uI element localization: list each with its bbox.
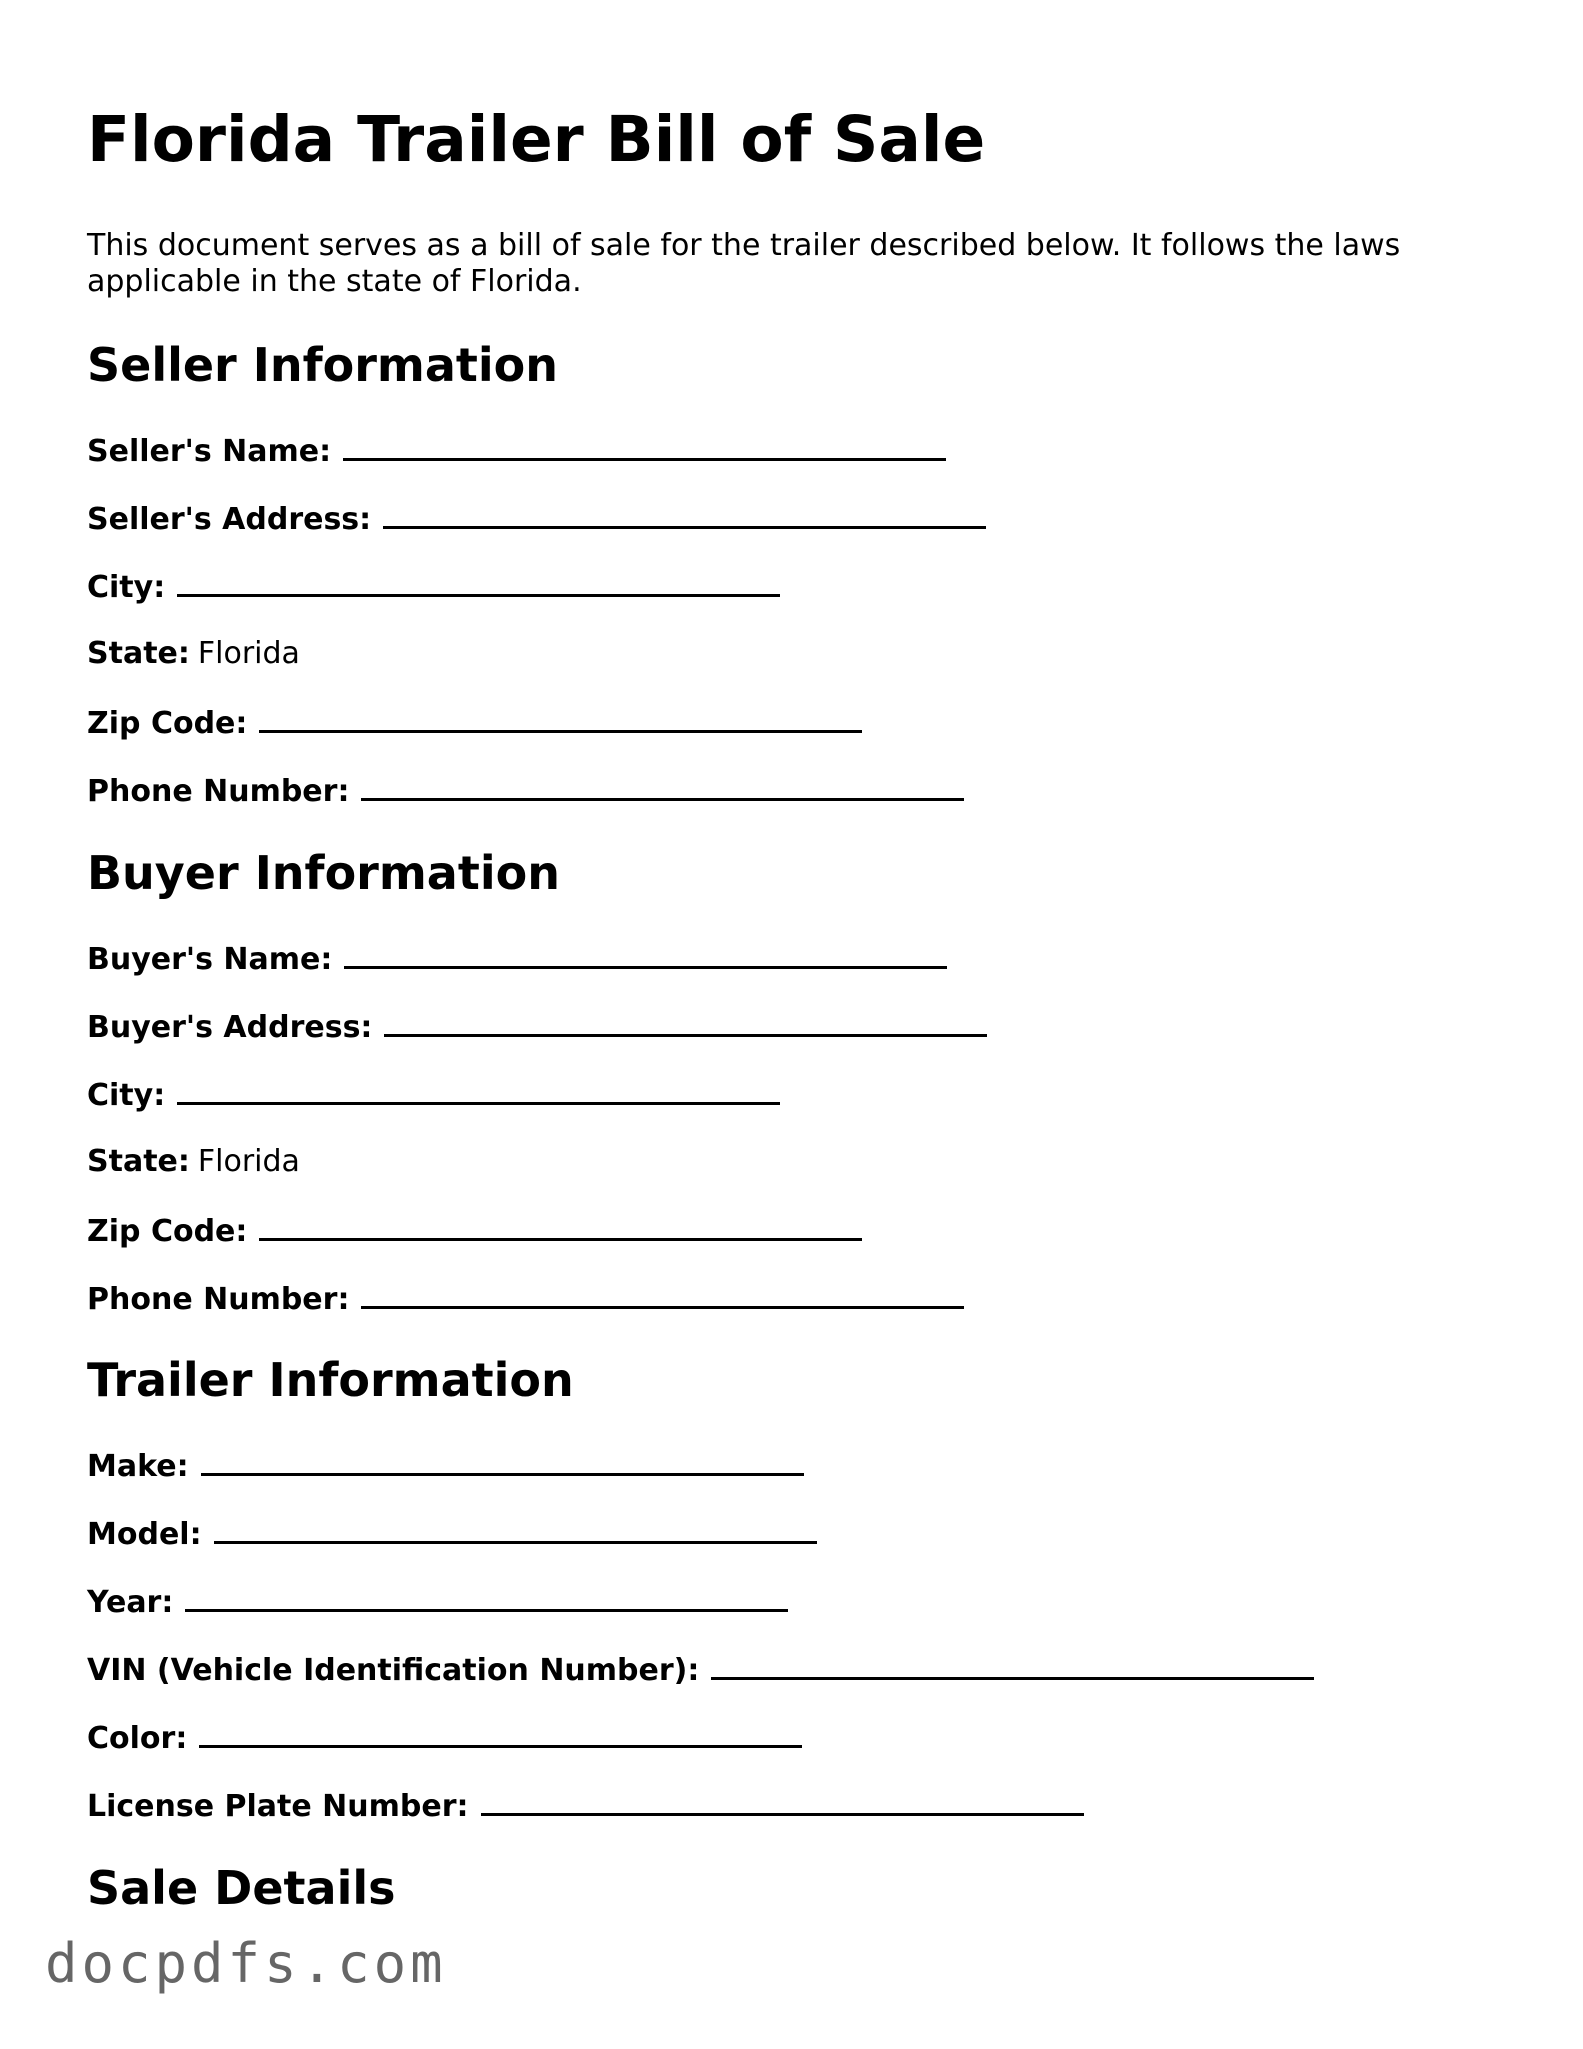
seller-section-heading: Seller Information [87, 338, 559, 392]
seller-phone-field [87, 772, 964, 810]
seller-phone-blank[interactable] [361, 772, 964, 801]
seller-zip-blank[interactable] [259, 704, 862, 733]
seller-city-blank[interactable] [177, 568, 780, 597]
trailer-color-blank[interactable] [199, 1719, 802, 1748]
seller-name-label: Seller's Name: [87, 434, 332, 469]
trailer-year-blank[interactable] [185, 1583, 788, 1612]
seller-name-field [87, 432, 946, 470]
trailer-color-label: Color: [87, 1721, 188, 1756]
trailer-make-blank[interactable] [201, 1447, 804, 1476]
trailer-make-field [87, 1447, 804, 1485]
buyer-address-label: Buyer's Address: [87, 1010, 373, 1045]
buyer-city-blank[interactable] [177, 1076, 780, 1105]
buyer-state-value: Florida [197, 1144, 300, 1179]
trailer-model-blank[interactable] [214, 1515, 817, 1544]
trailer-vin-label: VIN (Vehicle Identification Number): [87, 1653, 700, 1688]
buyer-state-label: State: [87, 1144, 190, 1179]
seller-zip-label: Zip Code: [87, 706, 248, 741]
trailer-year-field [87, 1583, 788, 1621]
buyer-state-field [87, 1144, 300, 1180]
seller-address-blank[interactable] [383, 500, 986, 529]
document-title: Florida Trailer Bill of Sale [87, 103, 986, 176]
buyer-phone-label: Phone Number: [87, 1282, 350, 1317]
seller-zip-field [87, 704, 862, 742]
buyer-phone-field [87, 1280, 964, 1318]
buyer-city-field [87, 1076, 780, 1114]
buyer-name-label: Buyer's Name: [87, 942, 333, 977]
buyer-phone-blank[interactable] [361, 1280, 964, 1309]
buyer-name-field [87, 940, 947, 978]
trailer-model-label: Model: [87, 1517, 202, 1552]
trailer-make-label: Make: [87, 1449, 189, 1484]
buyer-name-blank[interactable] [344, 940, 947, 969]
seller-name-blank[interactable] [343, 432, 946, 461]
seller-city-label: City: [87, 570, 166, 605]
trailer-model-field [87, 1515, 817, 1553]
trailer-vin-field [87, 1651, 1314, 1689]
trailer-color-field [87, 1719, 802, 1757]
sale-section-heading: Sale Details [87, 1861, 396, 1915]
trailer-section-heading: Trailer Information [87, 1353, 574, 1407]
seller-state-value: Florida [197, 636, 300, 671]
seller-address-field [87, 500, 986, 538]
intro-paragraph: This document serves as a bill of sale for the trailer described below. It follows the laws applicable in the state of Florida. [87, 228, 1401, 299]
seller-state-label: State: [87, 636, 190, 671]
buyer-address-field [87, 1008, 987, 1046]
buyer-address-blank[interactable] [384, 1008, 987, 1037]
seller-phone-label: Phone Number: [87, 774, 350, 809]
trailer-plate-label: License Plate Number: [87, 1789, 469, 1824]
trailer-plate-blank[interactable] [481, 1787, 1084, 1816]
trailer-vin-blank[interactable] [711, 1651, 1314, 1680]
buyer-zip-label: Zip Code: [87, 1214, 248, 1249]
buyer-zip-field [87, 1212, 862, 1250]
buyer-section-heading: Buyer Information [87, 846, 560, 900]
buyer-city-label: City: [87, 1078, 166, 1113]
trailer-year-label: Year: [87, 1585, 174, 1620]
seller-city-field [87, 568, 780, 606]
buyer-zip-blank[interactable] [259, 1212, 862, 1241]
watermark-text: docpdfs.com [45, 1932, 447, 1995]
seller-state-field [87, 636, 300, 672]
seller-address-label: Seller's Address: [87, 502, 372, 537]
trailer-plate-field [87, 1787, 1084, 1825]
